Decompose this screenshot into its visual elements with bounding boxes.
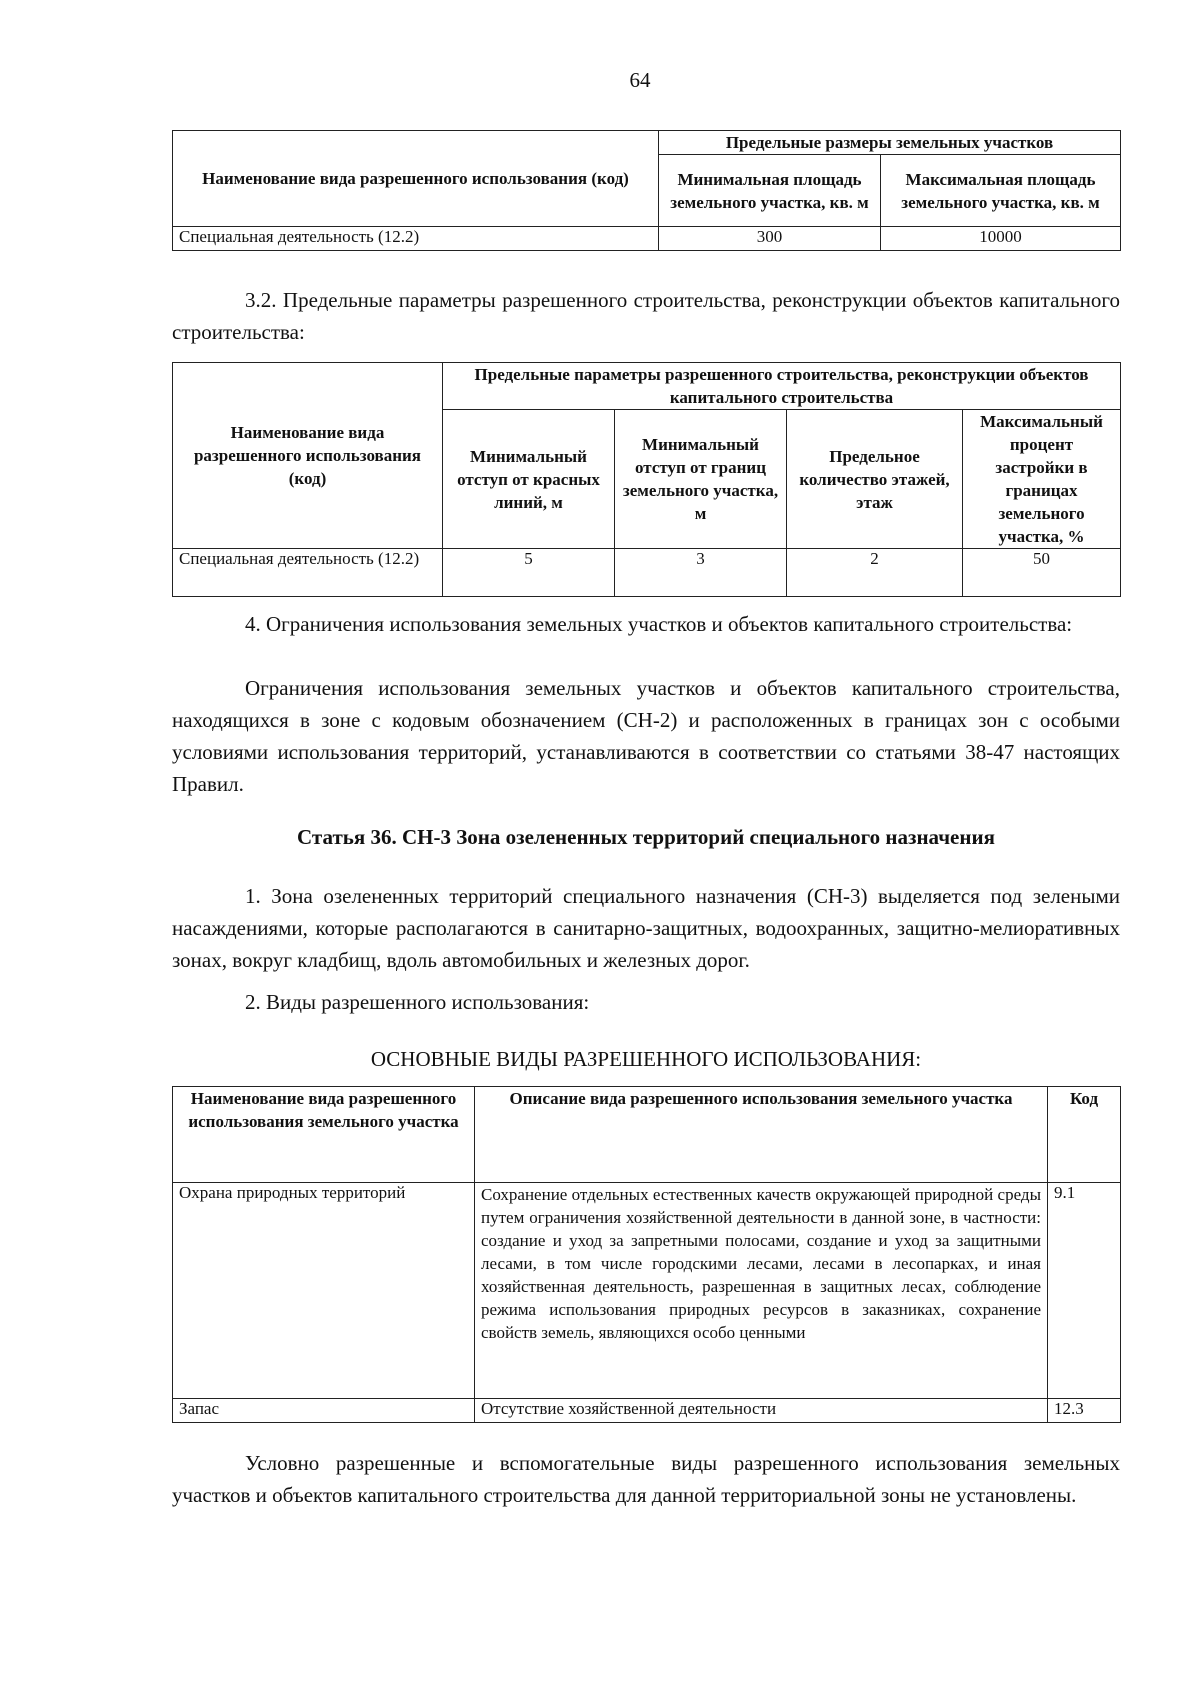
table2-boundary-header: Минимальный отступ от границ земельного участка, м xyxy=(615,410,787,549)
table-row-name: Охрана природных территорий xyxy=(173,1183,475,1399)
main-types-title: ОСНОВНЫЕ ВИДЫ РАЗРЕШЕННОГО ИСПОЛЬЗОВАНИЯ: xyxy=(370,1047,922,1071)
table1-min-header: Минимальная площадь земельного участка, кв. м xyxy=(659,155,881,227)
table2-red-line-header: Минимальный отступ от красных линий, м xyxy=(443,410,615,549)
table3-code-header: Код xyxy=(1048,1087,1121,1183)
paragraph-2: 2. Виды разрешенного использования: xyxy=(245,990,590,1014)
table2-row-boundary: 3 xyxy=(615,549,787,597)
permitted-use-table xyxy=(172,1086,1121,1423)
table-row-desc: Сохранение отдельных естественных качеств окружающей природной среды путем ограничения хозяйственной деятельности в данной зоне, в частности: создание и уход за запретными полосами, создание и уход за защитными лесами, в том числе городскими лесами, лесами в лесопарках, и иная хозяйственная деятельность, разрешенная в защитных лесах, соблюдение режима использования природных ресурсов в заказниках, сохранение свойств земель, являющихся особо ценными xyxy=(475,1183,1048,1399)
paragraph-4-body: Ограничения использования земельных участков и объектов капитального строительства, находящихся в зоне с кодовым обозначением (СН-2) и расположенных в границах зон с особыми условиями использования территорий, устанавливаются в соответствии со статьями 38-47 настоящих Правил. xyxy=(172,676,1120,796)
table1-max-header: Максимальная площадь земельного участка, кв. м xyxy=(881,155,1121,227)
table1-row-min: 300 xyxy=(659,227,881,251)
table-row-desc: Отсутствие хозяйственной деятельности xyxy=(475,1399,1048,1423)
table3-desc-header: Описание вида разрешенного использования земельного участка xyxy=(475,1087,1048,1183)
table1-row-name: Специальная деятельность (12.2) xyxy=(173,227,659,251)
paragraph-1: 1. Зона озелененных территорий специального назначения (СН-3) выделяется под зелеными насаждениями, которые располагаются в санитарно-защитных, водоохранных, защитно-мелиоративных зонах, вокруг кладбищ, вдоль автомобильных и железных дорог. xyxy=(172,884,1120,972)
land-plot-size-table xyxy=(172,130,1121,251)
table2-row-red-line: 5 xyxy=(443,549,615,597)
table3-name-header: Наименование вида разрешенного использования земельного участка xyxy=(173,1087,475,1183)
table2-row-coverage: 50 xyxy=(963,549,1121,597)
table-row-code: 9.1 xyxy=(1048,1183,1121,1399)
paragraph-3-2: 3.2. Предельные параметры разрешенного строительства, реконструкции объектов капитального строительства: xyxy=(172,288,1120,344)
table2-floors-header: Предельное количество этажей, этаж xyxy=(787,410,963,549)
paragraph-4: 4. Ограничения использования земельных участков и объектов капитального строительства: xyxy=(245,612,1073,636)
table1-row-max: 10000 xyxy=(881,227,1121,251)
table-row-code: 12.3 xyxy=(1048,1399,1121,1423)
table2-name-header: Наименование вида разрешенного использования (код) xyxy=(173,363,443,549)
page-number: 64 xyxy=(629,68,651,92)
table-row-name: Запас xyxy=(173,1399,475,1423)
table1-name-header: Наименование вида разрешенного использования (код) xyxy=(173,131,659,227)
table2-group-header: Предельные параметры разрешенного строительства, реконструкции объектов капитального строительства xyxy=(443,363,1121,410)
table1-group-header: Предельные размеры земельных участков xyxy=(659,131,1121,155)
final-paragraph: Условно разрешенные и вспомогательные виды разрешенного использования земельных участков и объектов капитального строительства для данной территориальной зоны не установлены. xyxy=(172,1451,1120,1507)
construction-params-table xyxy=(172,362,1121,597)
table2-row-name: Специальная деятельность (12.2) xyxy=(173,549,443,597)
table2-row-floors: 2 xyxy=(787,549,963,597)
article-36-heading: Статья 36. СН-3 Зона озелененных территорий специального назначения xyxy=(297,825,995,849)
table2-coverage-header: Максимальный процент застройки в границах земельного участка, % xyxy=(963,410,1121,549)
